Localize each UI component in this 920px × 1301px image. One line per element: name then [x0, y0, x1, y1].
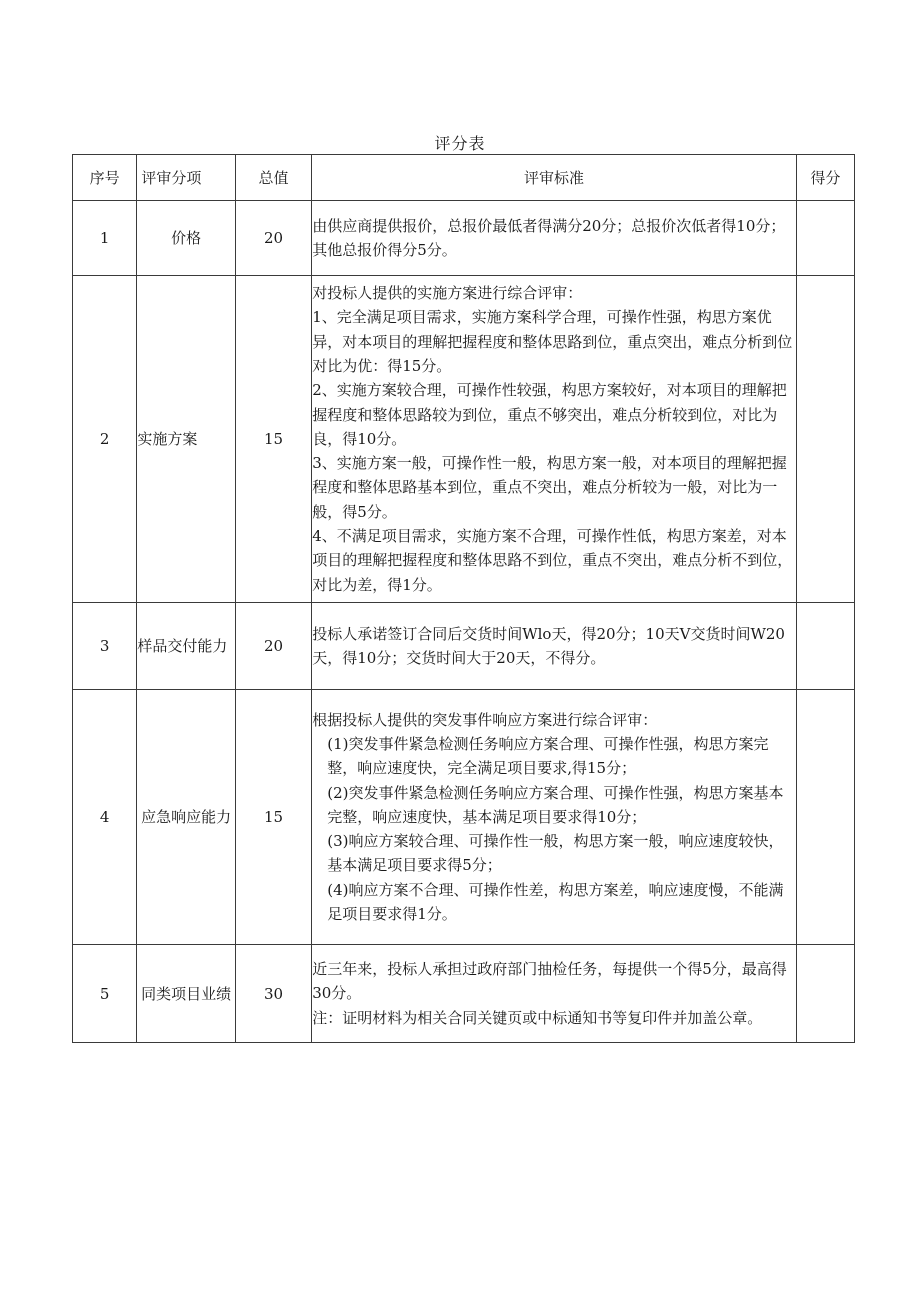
criteria-text: (1)突发事件紧急检测任务响应方案合理、可操作性强，构思方案完整，响应速度快，完全满足项目要求,得15分；	[327, 734, 769, 778]
criteria-text: (4)响应方案不合理、可操作性差，构思方案差，响应速度慢，不能满足项目要求得1分。	[327, 880, 784, 924]
row-item: 价格	[137, 201, 236, 276]
row-seq: 3	[73, 603, 137, 690]
header-item: 评审分项	[137, 155, 236, 201]
row-criteria	[312, 276, 796, 603]
table-row	[73, 276, 855, 603]
criteria-text: 注：证明材料为相关合同关键页或中标通知书等复印件并加盖公章。	[312, 1008, 763, 1027]
table-header-row	[73, 155, 855, 201]
row-score	[796, 690, 854, 945]
row-item: 应急响应能力	[137, 690, 236, 945]
header-seq: 序号	[73, 155, 137, 201]
row-total: 15	[235, 690, 311, 945]
page-title: 评分表	[434, 134, 486, 153]
criteria-text: 根据投标人提供的突发事件响应方案进行综合评审：	[312, 710, 658, 729]
row-item: 实施方案	[137, 276, 236, 603]
criteria-text: 4、不满足项目需求，实施方案不合理，可操作性低，构思方案差，对本项目的理解把握程度和整体思路不到位，重点不突出，难点分析不到位，对比为差，得1分。	[312, 527, 793, 594]
header-criteria: 评审标准	[312, 155, 796, 201]
row-total: 20	[235, 603, 311, 690]
row-total: 20	[235, 201, 311, 276]
row-item: 样品交付能力	[137, 603, 236, 690]
score-table	[72, 154, 855, 1043]
criteria-text: (2)突发事件紧急检测任务响应方案合理、可操作性强，构思方案基本完整，响应速度快，基本满足项目要求得10分；	[327, 783, 784, 826]
row-criteria	[312, 201, 796, 276]
row-criteria	[312, 945, 796, 1043]
criteria-text: 投标人承诺签订合同后交货时间Wlo天，得20分；10天V交货时间W20天，得10分；交货时间大于20天，不得分。	[312, 624, 785, 667]
table-row	[73, 690, 855, 945]
criteria-text: 近三年来，投标人承担过政府部门抽检任务，每提供一个得5分，最高得30分。	[312, 960, 787, 1003]
row-seq: 2	[73, 276, 137, 603]
row-score	[796, 603, 854, 690]
row-criteria	[312, 690, 796, 945]
criteria-text: 对投标人提供的实施方案进行综合评审：	[312, 284, 583, 303]
row-seq: 1	[73, 201, 137, 276]
table-row	[73, 603, 855, 690]
header-total: 总值	[235, 155, 311, 201]
header-score: 得分	[796, 155, 854, 201]
table-row	[73, 945, 855, 1043]
criteria-text: (3)响应方案较合理、可操作性一般，构思方案一般，响应速度较快，基本满足项目要求得5分；	[327, 832, 784, 875]
criteria-text: 1、完全满足项目需求，实施方案科学合理，可操作性强，构思方案优异，对本项目的理解把握程度和整体思路到位，重点突出，难点分析到位对比为优：得15分。	[312, 308, 793, 375]
table-row	[73, 201, 855, 276]
criteria-text: 由供应商提供报价，总报价最低者得满分20分；总报价次低者得10分；其他总报价得分5分。	[312, 216, 786, 259]
row-score	[796, 945, 854, 1043]
criteria-text: 3、实施方案一般，可操作性一般，构思方案一般，对本项目的理解把握程度和整体思路基本到位，重点不突出，难点分析较为一般，对比为一般，得5分。	[312, 454, 787, 521]
row-criteria	[312, 603, 796, 690]
row-total: 30	[235, 945, 311, 1043]
row-item: 同类项目业绩	[137, 945, 236, 1043]
row-score	[796, 201, 854, 276]
row-seq: 4	[73, 690, 137, 945]
row-score	[796, 276, 854, 603]
row-seq: 5	[73, 945, 137, 1043]
row-total: 15	[235, 276, 311, 603]
criteria-text: 2、实施方案较合理，可操作性较强，构思方案较好，对本项目的理解把握程度和整体思路较为到位，重点不够突出，难点分析较到位，对比为良，得10分。	[312, 381, 787, 448]
